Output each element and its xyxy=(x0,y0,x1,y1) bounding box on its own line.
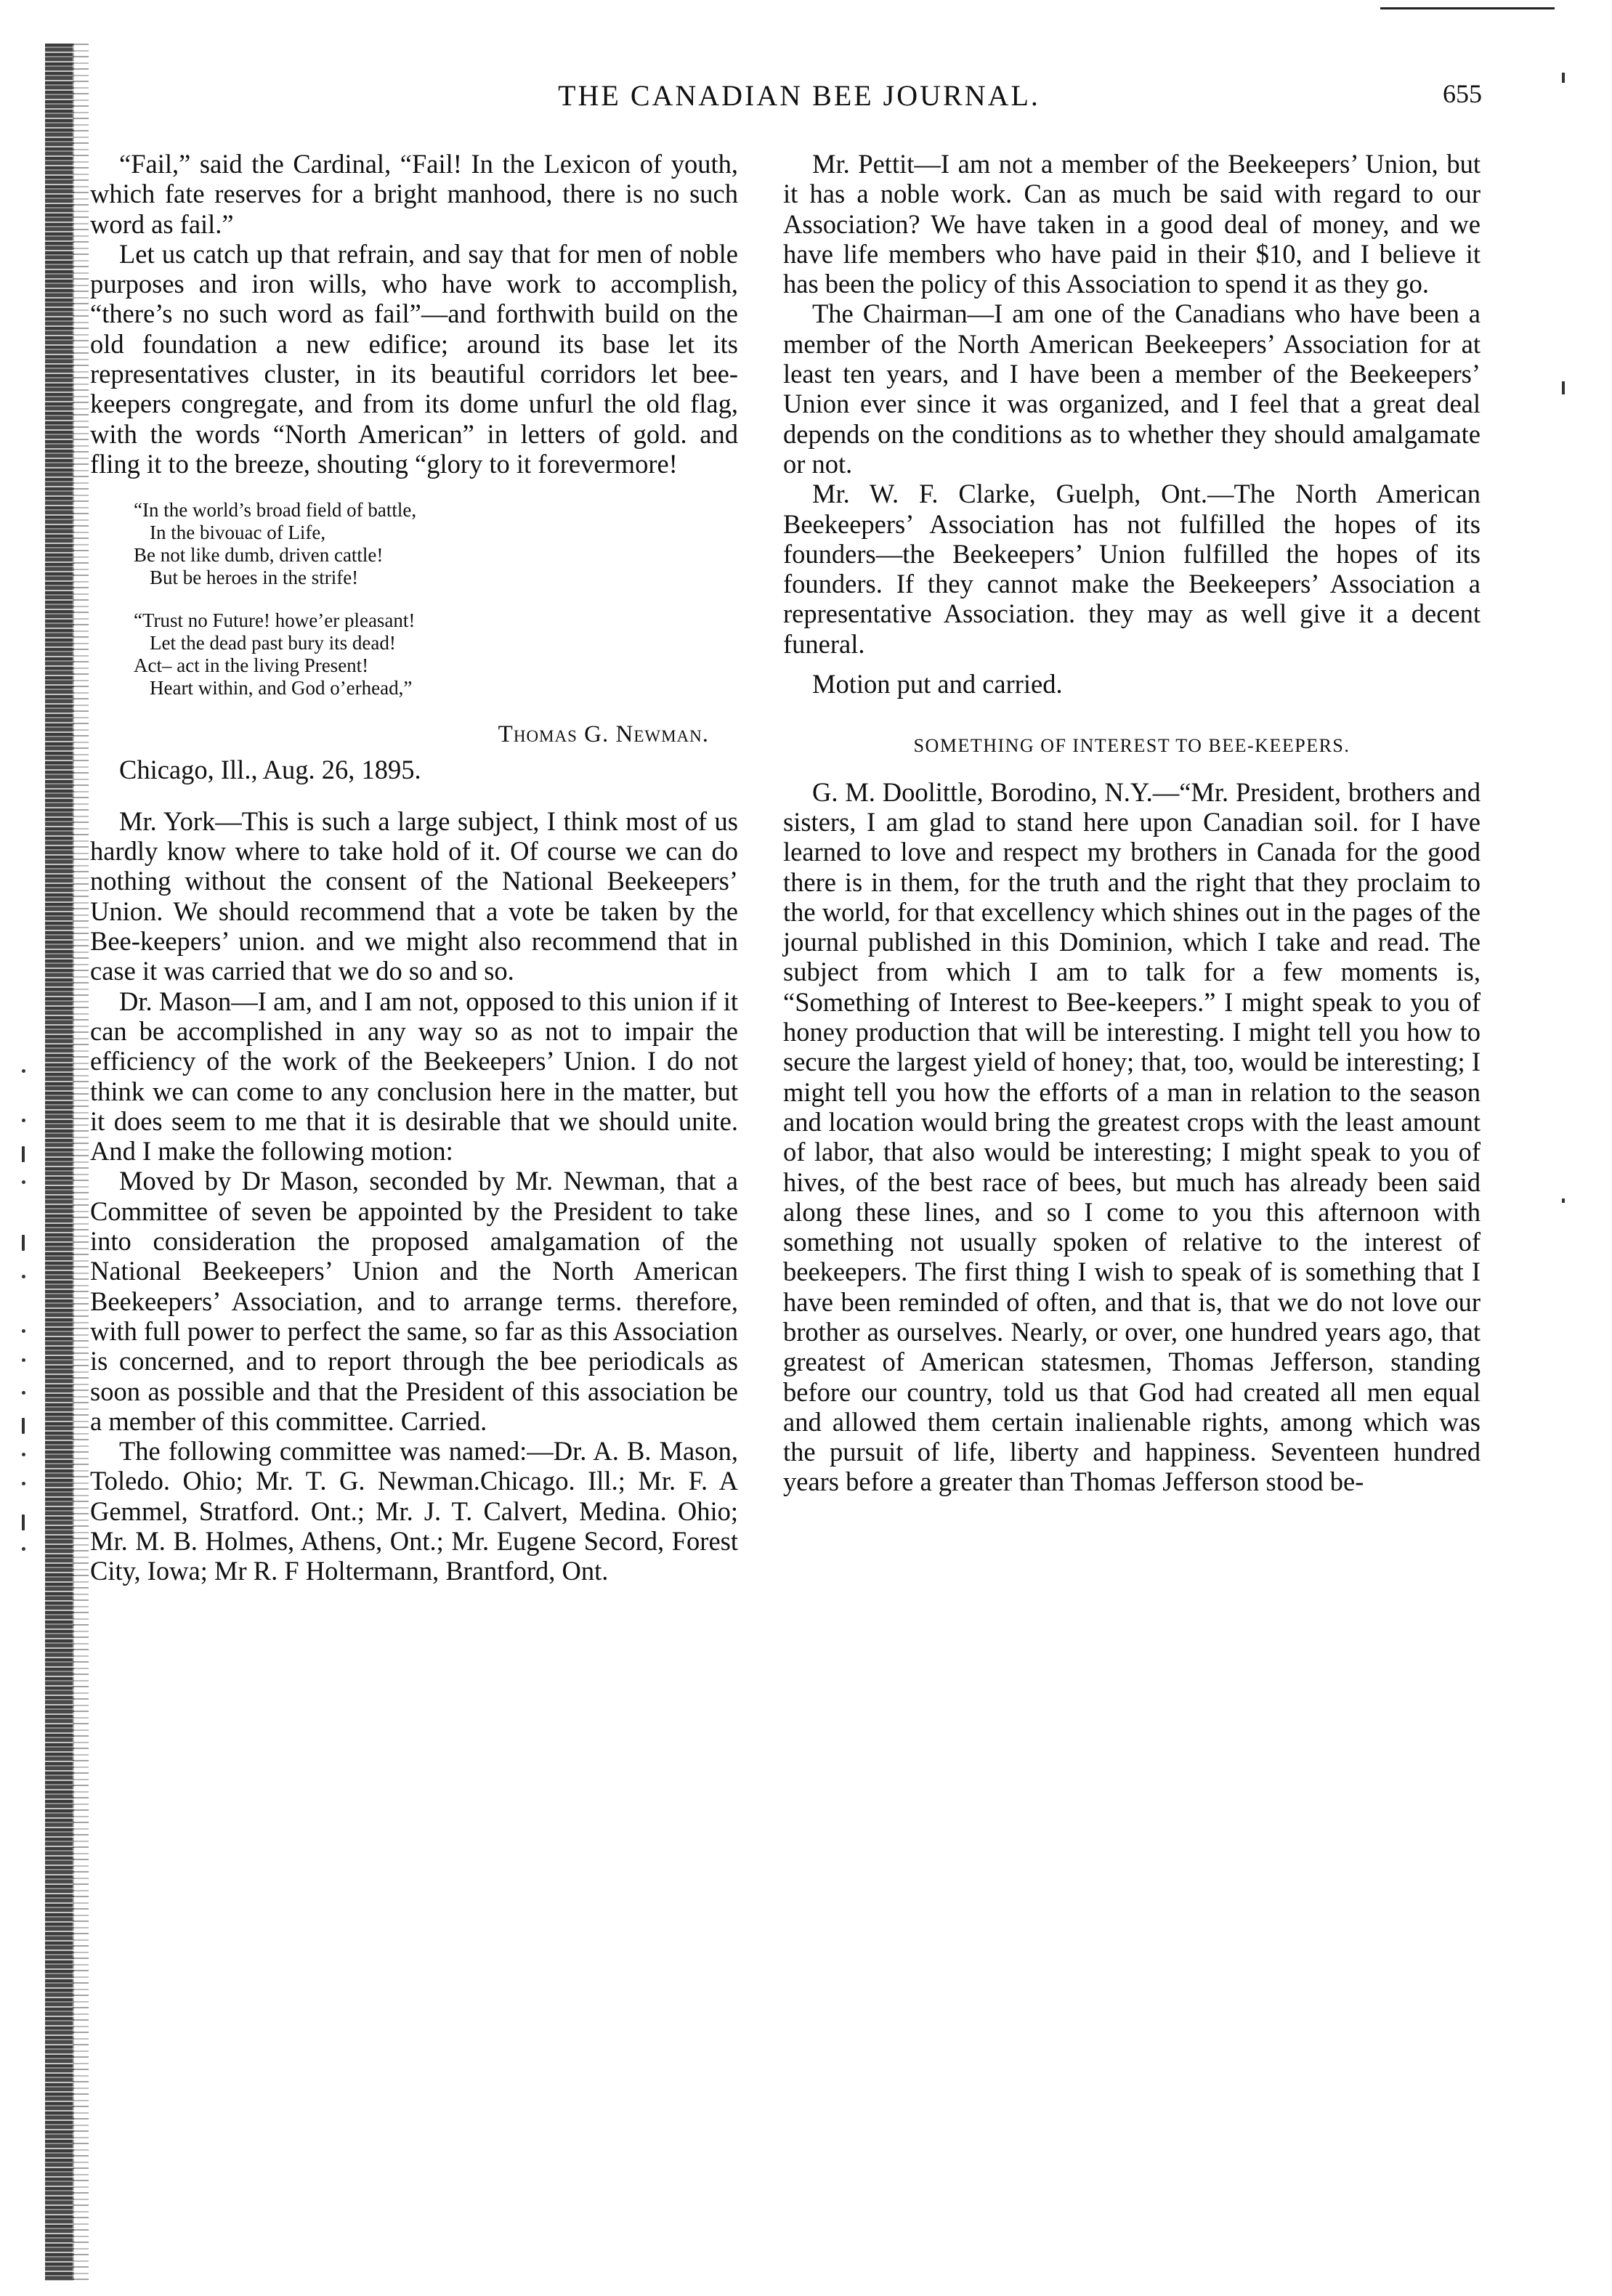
poem-line: “Trust no Future! howe’er pleasant! xyxy=(134,609,416,632)
side-tick xyxy=(1562,1198,1565,1203)
running-header xyxy=(436,78,1482,122)
binding-edge xyxy=(45,44,74,2281)
margin-dot xyxy=(22,1119,25,1122)
spacer xyxy=(90,784,738,806)
binding-shadow xyxy=(73,44,89,2281)
margin-dot xyxy=(22,1453,25,1456)
poem-line: In the bivouac of Life, xyxy=(150,522,326,544)
poem-stanza xyxy=(134,499,738,589)
paragraph: Let us catch up that refrain, and say that for men of noble purposes and iron wills, who have work to accomplish, “there’s no such word as fail”—and forthwith build on the old foundation a new edifice; around its base let its representatives cluster, in its beautiful corridors let bee-keepers congregate, and from its dome unfurl the old flag, with the words “North American” in letters of gold. and fling it to the breeze, shouting “glory to it forevermore! xyxy=(90,238,738,479)
paragraph: The following committee was named:—Dr. A. B. Mason, Toledo. Ohio; Mr. T. G. Newman.Chicago. Ill.; Mr. F. A Gemmel, Stratford. Ont.; Mr. J. T. Calvert, Medina. Ohio; Mr. M. B. Holmes, Athens, Ont.; Mr. Eugene Secord, Forest City, Iowa; Mr R. F Holtermann, Brantford, Ont. xyxy=(90,1436,738,1586)
margin-bar xyxy=(22,1235,25,1251)
paragraph: Motion put and carried. xyxy=(812,669,1063,699)
margin-dot xyxy=(22,1069,25,1073)
paragraph: “Fail,” said the Cardinal, “Fail! In the Lexicon of youth, which fate reserves for a bright manhood, there is no such word as fail.” xyxy=(90,149,738,239)
margin-dot xyxy=(22,1275,25,1278)
journal-title: THE CANADIAN BEE JOURNAL. xyxy=(558,79,1040,112)
paragraph: Mr. York—This is such a large subject, I think most of us hardly know where to take hold of it. Of course we can do nothing without the consent of the National Beekeepers’ Union. We should recommend that a vote be taken by the Bee-keepers’ union. and we might also recommend that in case it was carried that we do so and so. xyxy=(90,806,738,986)
paragraph: The Chairman—I am one of the Canadians who have been a member of the North American Beekeepers’ Association for at least ten years, and I have been a member of the Beekeepers’ Union ever since it was organized, and I feel that a great deal depends on the conditions as to whether they should amalgamate or not. xyxy=(783,299,1481,479)
margin-dot xyxy=(22,1329,25,1333)
margin-dot xyxy=(22,1391,25,1395)
poem-stanza xyxy=(134,609,738,699)
poem-line: “In the world’s broad field of battle, xyxy=(134,499,417,522)
margin-dot xyxy=(22,1180,25,1184)
page-number: 655 xyxy=(1443,79,1482,108)
paragraph: Mr. W. F. Clarke, Guelph, Ont.—The North American Beekeepers’ Association has not fulfilled the hopes of its founders—the Beekeepers’ Union fulfilled the hopes of its founders. If they cannot make the Beekeepers’ Association a representative Association. they may as well give it a decent funeral. xyxy=(783,479,1481,659)
margin-bar xyxy=(22,1514,25,1530)
margin-dot xyxy=(22,1482,25,1485)
margin-bar xyxy=(22,1146,25,1162)
paragraph: Dr. Mason—I am, and I am not, opposed to this union if it can be accomplished in any way so as not to impair the efficiency of the work of the Beekeepers’ Union. I do not think we can come to any conclusion here in the matter, but it does seem to me that it is desirable that we should unite. And I make the following motion: xyxy=(90,986,738,1167)
poem-line: Act– act in the living Present! xyxy=(134,654,369,677)
spacer xyxy=(783,659,1481,669)
poem-line: Be not like dumb, driven cattle! xyxy=(134,544,384,567)
side-tick xyxy=(1562,381,1565,394)
paragraph: Moved by Dr Mason, seconded by Mr. Newman, that a Committee of seven be appointed by the President to take into consideration the proposed amalgamation of the National Beekeepers’ Union and the North American Beekeepers’ Association, and to arrange terms. therefore, with full power to perfect the same, so far as this Association is concerned, and to report through the bee periodicals as soon as possible and that the President of this association be a member of this committee. Carried. xyxy=(90,1166,739,1436)
paragraph: G. M. Doolittle, Borodino, N.Y.—“Mr. President, brothers and sisters, I am glad to stand here upon Canadian soil. for I have learned to love and respect my brothers in Canada for the good there is in them, for the truth and the right that they proclaim to the world, for that excellency which shines out in the pages of the journal published in this Dominion, which I take and read. The subject from which I am to talk for a few moments is, “Something of Interest to Bee-keepers.” I might speak to you of honey production that will be interesting. I might tell you how to secure the largest yield of honey; that, too, would be interesting; I might tell you how the efforts of a man in relation to the season and location would bring the greatest crops with the least amount of labor, that also would be interesting; I might speak to you of hives, of the best race of bees, but much has already been said along these lines, and so I come to you this afternoon with something not usually spoken of relative to the interest of beekeepers. The first thing I wish to speak of is something that I have been reminded of often, and that is, that we do not love our brother as ourselves. Nearly, or over, one hundred years ago, that greatest of American statesmen, Thomas Jefferson, standing before our country, told us that God had created all men equal and allowed them certain inalienable rights, among which was the pursuit of life, liberty and happiness. Seventeen hundred years before a greater than Thomas Jefferson stood be- xyxy=(783,776,1481,1497)
right-column xyxy=(783,149,1481,1497)
margin-dot xyxy=(22,1358,25,1362)
poem-quote xyxy=(134,499,738,699)
poem-line: But be heroes in the strife! xyxy=(150,567,359,589)
poem-line: Let the dead past bury its dead! xyxy=(150,632,396,654)
dateline: Chicago, Ill., Aug. 26, 1895. xyxy=(119,754,421,784)
section-heading: SOMETHING OF INTEREST TO BEE-KEEPERS. xyxy=(913,735,1350,757)
side-tick xyxy=(1562,73,1565,83)
margin-bar xyxy=(22,1418,25,1434)
paragraph: Mr. Pettit—I am not a member of the Beekeepers’ Union, but it has a noble work. Can as much be said with regard to our Association? We have taken in a good deal of money, and we have life members who have paid in their $10, and I believe it has been the policy of this Association to spend it as they go. xyxy=(783,149,1481,299)
left-column xyxy=(90,149,738,1586)
top-rule xyxy=(1380,7,1555,9)
poem-line: Heart within, and God o’erhead,” xyxy=(150,677,413,699)
author-signature: Thomas G. Newman. xyxy=(498,721,709,748)
margin-dot xyxy=(22,1547,25,1551)
